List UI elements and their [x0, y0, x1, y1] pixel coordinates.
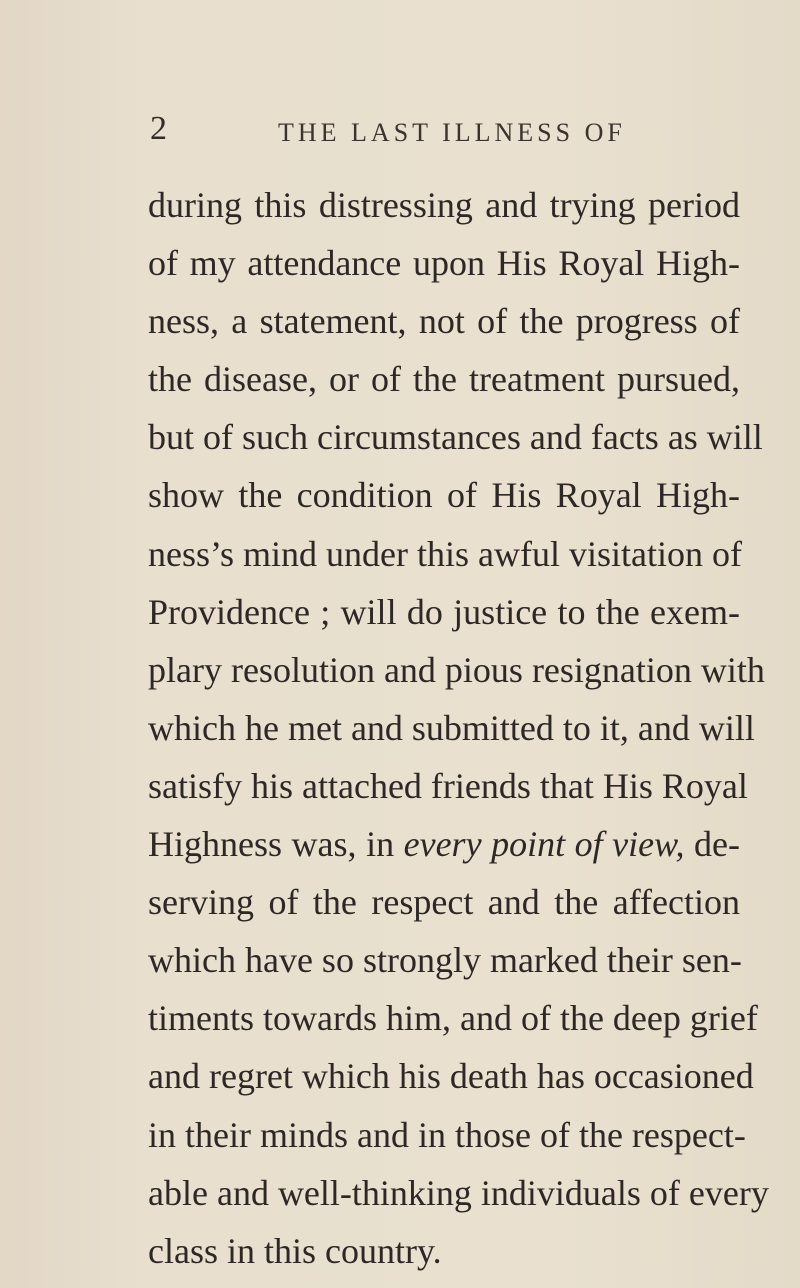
italic-phrase: every point of view, — [403, 824, 685, 865]
text-line: of my attendance upon His Royal High- — [148, 243, 740, 284]
text-line: but of such circumstances and facts as will — [148, 417, 763, 458]
text-line: in their minds and in those of the respect- — [148, 1114, 746, 1155]
text-line: ness’s mind under this awful visitation of — [148, 533, 742, 574]
text-line-mixed — [148, 815, 740, 873]
text-line: timents towards him, and of the deep grief — [148, 998, 758, 1039]
text-line: serving of the respect and the affection — [148, 882, 740, 923]
text-line: able and well-thinking individuals of every — [148, 1172, 769, 1213]
text-segment: de- — [684, 824, 740, 865]
running-head: THE LAST ILLNESS OF — [278, 118, 626, 147]
text-line: show the condition of His Royal High- — [148, 475, 740, 516]
page-number: 2 — [150, 110, 167, 147]
text-line: and regret which his death has occasioned — [148, 1056, 754, 1097]
text-line: Providence ; will do justice to the exem- — [148, 591, 740, 632]
body-text — [148, 176, 769, 1280]
text-line: the disease, or of the treatment pursued, — [148, 359, 740, 400]
text-line: during this distressing and trying period — [148, 185, 740, 225]
page-header — [0, 112, 800, 152]
text-line: ness, a statement, not of the progress of — [148, 301, 740, 342]
text-line: which he met and submitted to it, and will — [148, 707, 755, 748]
text-line-last: class in this country. — [148, 1230, 442, 1271]
text-segment: Highness was, in — [148, 824, 404, 865]
text-line: plary resolution and pious resignation with — [148, 649, 765, 690]
text-line: which have so strongly marked their sen- — [148, 940, 742, 981]
text-line: satisfy his attached friends that His Royal — [148, 765, 748, 806]
